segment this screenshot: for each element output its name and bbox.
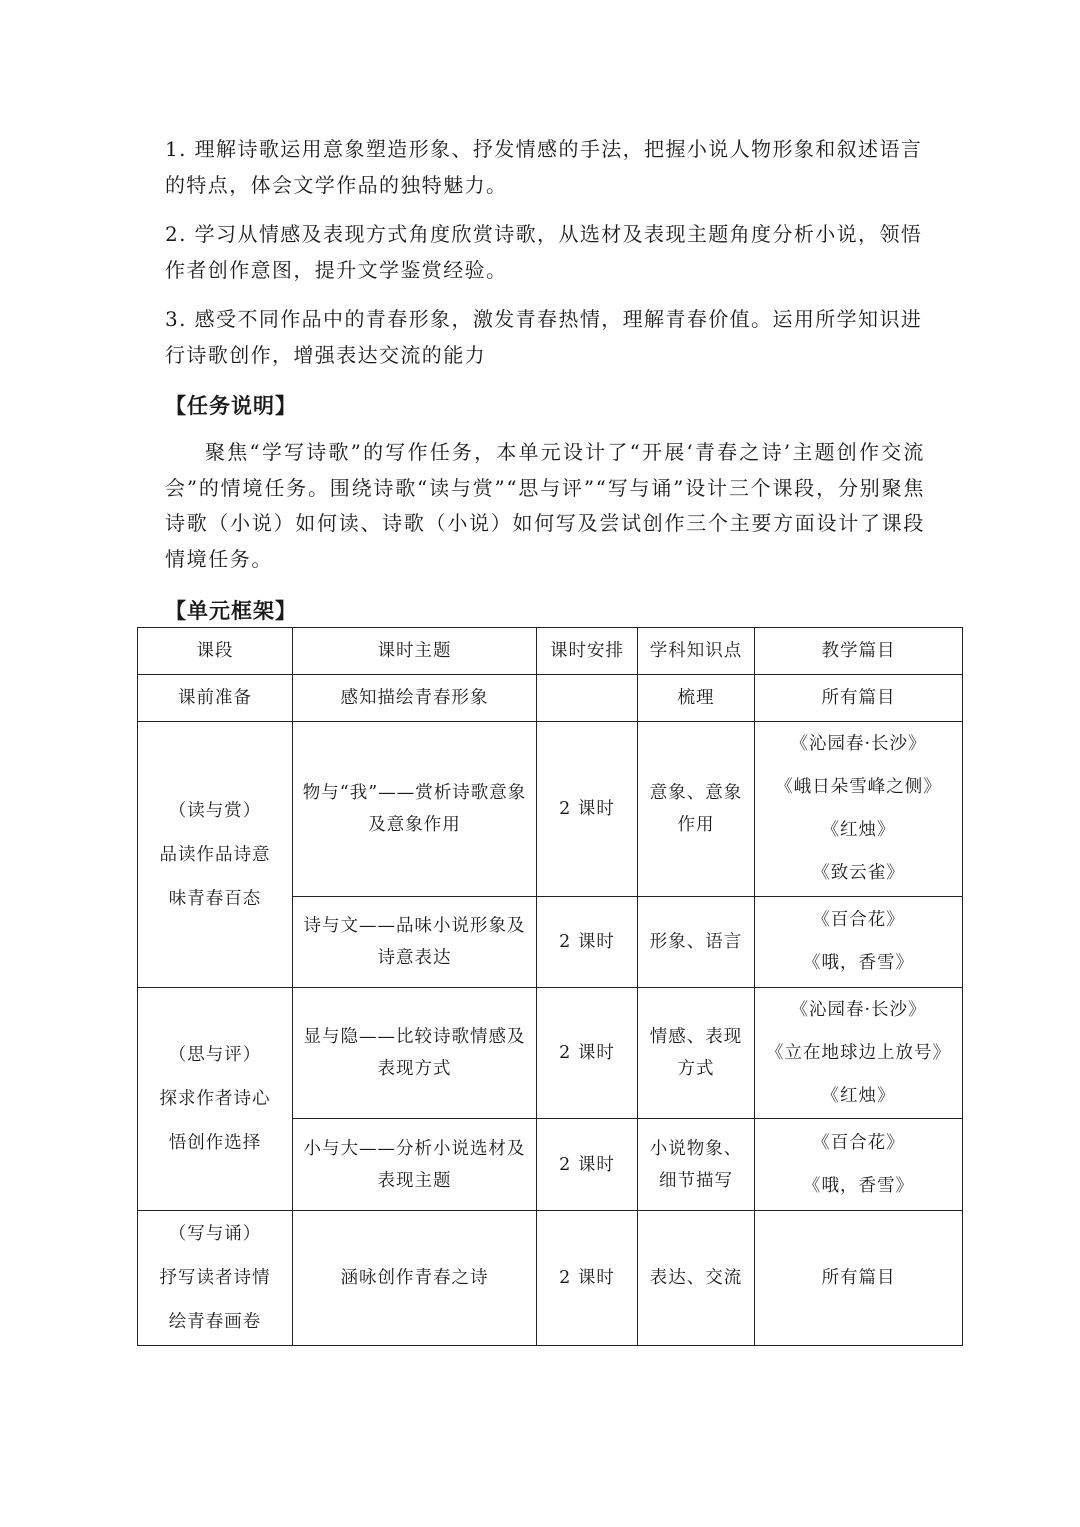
title-item: 《红烛》 xyxy=(821,820,896,840)
table-row-seg3 xyxy=(138,1211,963,1346)
pre-hours xyxy=(537,675,638,722)
seg2-a-knowledge: 情感、表现方式 xyxy=(638,988,755,1119)
seg1-b-hours: 2 课时 xyxy=(537,897,638,988)
goal-2: 2. 学习从情感及表现方式角度欣赏诗歌，从选材及表现主题角度分析小说，领悟作者创作意图，提升文学鉴赏经验。 xyxy=(165,222,923,282)
task-description: 聚焦“学写诗歌”的写作任务，本单元设计了“开展‘青春之诗’主题创作交流会”的情境任务。围绕诗歌“读与赏”“思与评”“写与诵”设计三个课段，分别聚焦诗歌（小说）如何读、诗歌（小说）如何写及尝试创作三个主要方面设计了课段情境任务。 xyxy=(165,440,925,571)
seg1-a-knowledge: 意象、意象作用 xyxy=(638,722,755,897)
title-item: 《沁园春·长沙》 xyxy=(790,999,927,1020)
seg3-hours: 2 课时 xyxy=(537,1211,638,1346)
header-knowledge: 学科知识点 xyxy=(638,628,755,675)
seg3-knowledge: 表达、交流 xyxy=(638,1211,755,1346)
seg2-a-hours: 2 课时 xyxy=(537,988,638,1119)
seg2-b-knowledge: 小说物象、细节描写 xyxy=(638,1119,755,1211)
seg2-b-theme: 小与大——分析小说选材及表现主题 xyxy=(293,1119,537,1211)
seg1-line-1: （读与赏） xyxy=(168,800,262,821)
seg2-a-theme: 显与隐——比较诗歌情感及表现方式 xyxy=(293,988,537,1119)
title-item: 《致云雀》 xyxy=(812,863,905,883)
goal-1: 1. 理解诗歌运用意象塑造形象、抒发情感的手法，把握小说人物形象和叙述语言的特点，体会文学作品的独特魅力。 xyxy=(165,137,923,197)
framework-heading: 【单元框架】 xyxy=(165,599,297,623)
seg3-line-2: 抒写读者诗情 xyxy=(159,1268,271,1288)
title-item: 《红烛》 xyxy=(821,1085,896,1106)
pre-knowledge: 梳理 xyxy=(638,675,755,722)
seg1-line-3: 味青春百态 xyxy=(168,888,262,909)
title-item: 《百合花》 xyxy=(812,910,905,930)
table-row-pre xyxy=(138,675,963,722)
seg3-line-1: （写与诵） xyxy=(168,1224,262,1244)
goal-3: 3. 感受不同作品中的青春形象，激发青春热情，理解青春价值。运用所学知识进行诗歌创作，增强表达交流的能力 xyxy=(165,307,923,367)
seg2-a-titles xyxy=(755,988,963,1119)
header-titles: 教学篇目 xyxy=(755,628,963,675)
unit-framework-table xyxy=(137,627,963,1346)
header-segment: 课段 xyxy=(138,628,293,675)
seg2-b-hours: 2 课时 xyxy=(537,1119,638,1211)
table-header-row xyxy=(138,628,963,675)
header-hours: 课时安排 xyxy=(537,628,638,675)
seg2-b-titles xyxy=(755,1119,963,1211)
title-item: 《哦，香雪》 xyxy=(803,953,914,973)
seg2-line-2: 探求作者诗心 xyxy=(159,1089,271,1109)
seg2-line-3: 悟创作选择 xyxy=(168,1133,262,1153)
title-item: 《峨日朵雪峰之侧》 xyxy=(775,777,942,797)
title-item: 《沁园春·长沙》 xyxy=(790,734,927,754)
title-item: 《立在地球边上放号》 xyxy=(766,1042,951,1063)
seg1-b-titles xyxy=(755,897,963,988)
seg3-theme: 涵咏创作青春之诗 xyxy=(293,1211,537,1346)
seg1-a-hours: 2 课时 xyxy=(537,722,638,897)
task-heading: 【任务说明】 xyxy=(165,394,297,418)
title-item: 《百合花》 xyxy=(812,1132,905,1153)
header-theme: 课时主题 xyxy=(293,628,537,675)
seg2-line-1: （思与评） xyxy=(168,1045,262,1065)
seg1-a-theme: 物与“我”——赏析诗歌意象及意象作用 xyxy=(293,722,537,897)
pre-segment: 课前准备 xyxy=(138,675,293,722)
pre-theme: 感知描绘青春形象 xyxy=(293,675,537,722)
seg1-b-knowledge: 形象、语言 xyxy=(638,897,755,988)
seg1-segment xyxy=(138,722,293,988)
seg3-segment xyxy=(138,1211,293,1346)
seg3-titles: 所有篇目 xyxy=(755,1211,963,1346)
pre-titles: 所有篇目 xyxy=(755,675,963,722)
seg1-a-titles xyxy=(755,722,963,897)
seg1-line-2: 品读作品诗意 xyxy=(159,844,271,865)
title-item: 《哦，香雪》 xyxy=(803,1175,914,1196)
seg1-b-theme: 诗与文——品味小说形象及诗意表达 xyxy=(293,897,537,988)
seg3-line-3: 绘青春画卷 xyxy=(168,1312,262,1332)
table-row-seg1-a xyxy=(138,722,963,897)
table-row-seg2-a xyxy=(138,988,963,1119)
seg2-segment xyxy=(138,988,293,1211)
